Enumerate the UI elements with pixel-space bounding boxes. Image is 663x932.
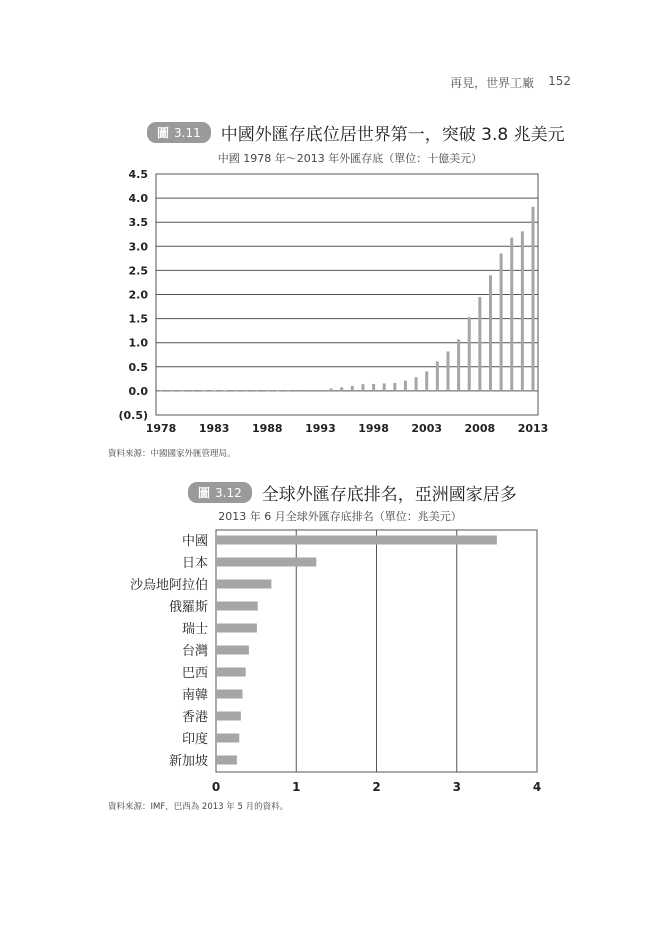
chart1-bar: [468, 317, 471, 391]
figure2-subtitle: 2013 年 6 月全球外匯存底排名（單位：兆美元）: [218, 510, 462, 523]
chart1-bar: [160, 391, 163, 392]
chart2-category-label: 香港: [181, 710, 208, 725]
chart1-bar: [234, 391, 237, 392]
figure2-badge: [188, 482, 252, 503]
chart1-ytick-label: 2.5: [128, 264, 148, 278]
chart1-bar: [361, 384, 364, 391]
chart2-category-label: 印度: [181, 732, 208, 747]
chart1-bar: [478, 297, 481, 391]
chart1-bar: [436, 361, 439, 390]
chart1-bar: [170, 391, 173, 392]
chart1-ytick-label: 3.0: [128, 240, 148, 254]
chart1-xtick-label: 1993: [305, 422, 336, 435]
chart1-bar: [330, 388, 333, 391]
chart1-ytick-label: 0.0: [128, 384, 148, 398]
chart1-ytick-label: 0.5: [128, 360, 148, 374]
figure1-title: 中國外匯存底位居世界第一，突破 3.8 兆美元: [220, 125, 565, 145]
figure1-badge-glyph: 圖: [157, 126, 170, 140]
chart1-ytick-label: (0.5): [118, 409, 148, 422]
chart2-category-label: 瑞士: [181, 622, 208, 637]
figure1-subtitle: 中國 1978 年～2013 年外匯存底（單位：十億美元）: [217, 152, 483, 165]
figure2-heading: [188, 480, 517, 505]
chart1-ytick-label: 4.0: [128, 192, 148, 206]
chart1-bar: [202, 391, 205, 392]
chart2-category-label: 台灣: [181, 644, 208, 659]
chart1-xtick-label: 1983: [198, 422, 230, 435]
chart2-xtick-label: 3: [452, 780, 461, 794]
chart2-xtick-label: 4: [532, 780, 542, 794]
chart1-bar: [308, 390, 311, 391]
chart1-bar: [521, 231, 524, 391]
chart1-bar: [276, 391, 279, 392]
chart1-bar: [255, 391, 258, 392]
chart1-bar: [446, 351, 449, 390]
chart1-xtick-label: 1988: [251, 422, 283, 435]
chart2-xtick-label: 0: [211, 780, 221, 794]
figure2-title: 全球外匯存底排名，亞洲國家居多: [261, 485, 517, 505]
chart1-ytick-label: 3.5: [128, 216, 148, 230]
chart1-bar: [372, 384, 375, 391]
chart1-bar: [287, 390, 290, 391]
chart1-ytick-label: 1.0: [128, 336, 148, 350]
chart1-xtick-label: 2003: [411, 422, 443, 435]
chart2-category-label: 南韓: [181, 688, 208, 703]
chart1-bar: [457, 339, 460, 391]
chart2-category-label: 巴西: [181, 666, 208, 681]
chart1-bar: [415, 377, 418, 391]
chart2-category-label: 沙烏地阿拉伯: [129, 578, 208, 593]
chart1-ytick-label: 1.5: [128, 312, 148, 326]
figure2-source: 資料來源：IMF，巴西為 2013 年 5 月的資料。: [108, 802, 289, 812]
chart1-bar: [340, 387, 343, 391]
chart2-category-label: 俄羅斯: [168, 600, 208, 615]
figure1-source: 資料來源：中國國家外匯管理局。: [108, 449, 236, 459]
figure2-badge-glyph: 圖: [198, 486, 211, 500]
chart1-xtick-label: 1998: [358, 422, 389, 435]
chart1-bar: [181, 391, 184, 392]
chart1-bar: [393, 383, 396, 391]
chart2-category-label: 日本: [181, 556, 208, 571]
chart2-xtick-label: 2: [372, 780, 381, 794]
chart1-bar: [223, 391, 226, 392]
chart1-bar: [351, 386, 354, 391]
chart1-bar: [298, 390, 301, 391]
chart1-bar: [213, 390, 216, 391]
chart1-bar: [191, 391, 194, 392]
chart1-bar: [500, 254, 503, 391]
chart1-bar: [489, 275, 492, 391]
chart2-category-label: 新加坡: [168, 754, 208, 769]
page-number: 152: [548, 74, 571, 88]
figure2-badge-number: 3.12: [215, 485, 242, 500]
chart1-bar: [404, 381, 407, 391]
chart2-category-label: 中國: [181, 534, 208, 549]
chart1-bar: [266, 391, 269, 392]
chart2-xtick-label: 1: [292, 780, 301, 794]
chart1-bar: [510, 238, 513, 391]
chart1-bar: [383, 383, 386, 390]
book-title: 再見，世界工廠: [450, 76, 535, 90]
chart1-bar: [532, 207, 535, 391]
chart1-xtick-label: 1978: [145, 422, 177, 435]
chart1-ytick-label: 2.0: [128, 288, 148, 302]
chart1-xtick-label: 2013: [517, 422, 549, 435]
chart1-ytick-label: 4.5: [128, 168, 148, 181]
chart1-xtick-label: 2008: [464, 422, 496, 435]
chart1-bar: [245, 391, 248, 392]
figure1-badge-number: 3.11: [174, 125, 201, 140]
chart1-bar: [425, 371, 428, 390]
chart1-bar: [319, 390, 322, 391]
